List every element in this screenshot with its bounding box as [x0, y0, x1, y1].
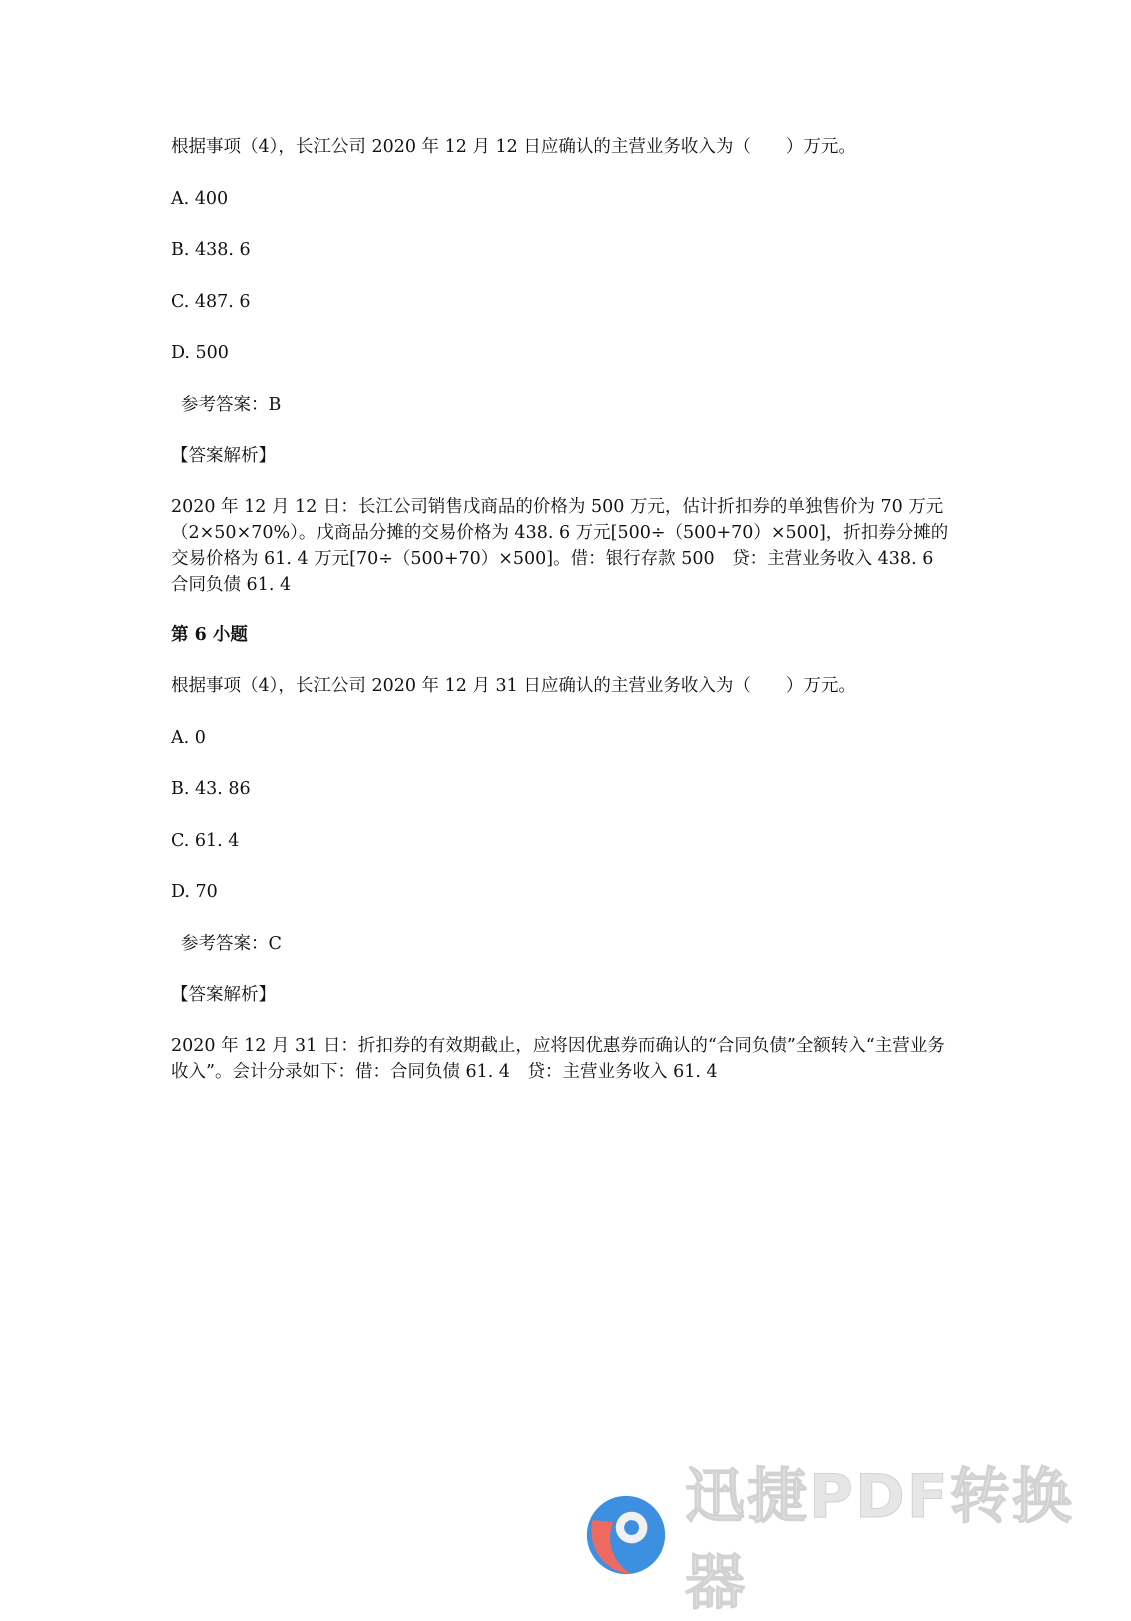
q5-option-b: B. 438. 6	[171, 240, 251, 260]
q6-analysis: 2020 年 12 月 31 日：折扣券的有效期截止，应将因优惠券而确认的“合同负债”全额转入“主营业务收入”。会计分录如下：借：合同负债 61. 4 贷：主营业务收入 61. 4	[171, 1036, 945, 1082]
q6-answer: 参考答案：C	[181, 934, 282, 954]
watermark-text: 迅捷PDF转换器	[685, 1462, 1074, 1618]
q5-option-a: A. 400	[171, 189, 229, 209]
app-logo-icon	[585, 1491, 667, 1579]
q5-option-d: D. 500	[171, 343, 229, 363]
q5-answer: 参考答案：B	[181, 395, 282, 415]
q5-analysis: 2020 年 12 月 12 日：长江公司销售戊商品的价格为 500 万元，估计折扣券的单独售价为 70 万元（2×50×70%）。戊商品分摊的交易价格为 438. 6 万元[500÷（500+70）×500]，折扣券分摊的交易价格为 61. 4 万元[70÷（500+70）×500]。借：银行存款 500 贷：主营业务收入 438. 6 合同负债 61. 4	[171, 497, 986, 595]
q5-option-c: C. 487. 6	[171, 292, 251, 312]
q6-stem: 根据事项（4），长江公司 2020 年 12 月 31 日应确认的主营业务收入为（ ）万元。	[171, 676, 856, 696]
q6-option-b: B. 43. 86	[171, 779, 251, 799]
q6-option-d: D. 70	[171, 882, 218, 902]
q6-heading: 第 6 小题	[171, 625, 248, 645]
q6-option-a: A. 0	[171, 728, 206, 748]
q6-option-c: C. 61. 4	[171, 831, 240, 851]
watermark	[585, 1462, 1105, 1618]
q5-analysis-title: 【答案解析】	[171, 446, 276, 466]
q5-stem: 根据事项（4），长江公司 2020 年 12 月 12 日应确认的主营业务收入为（ ）万元。	[171, 137, 856, 157]
q6-analysis-title: 【答案解析】	[171, 985, 276, 1005]
